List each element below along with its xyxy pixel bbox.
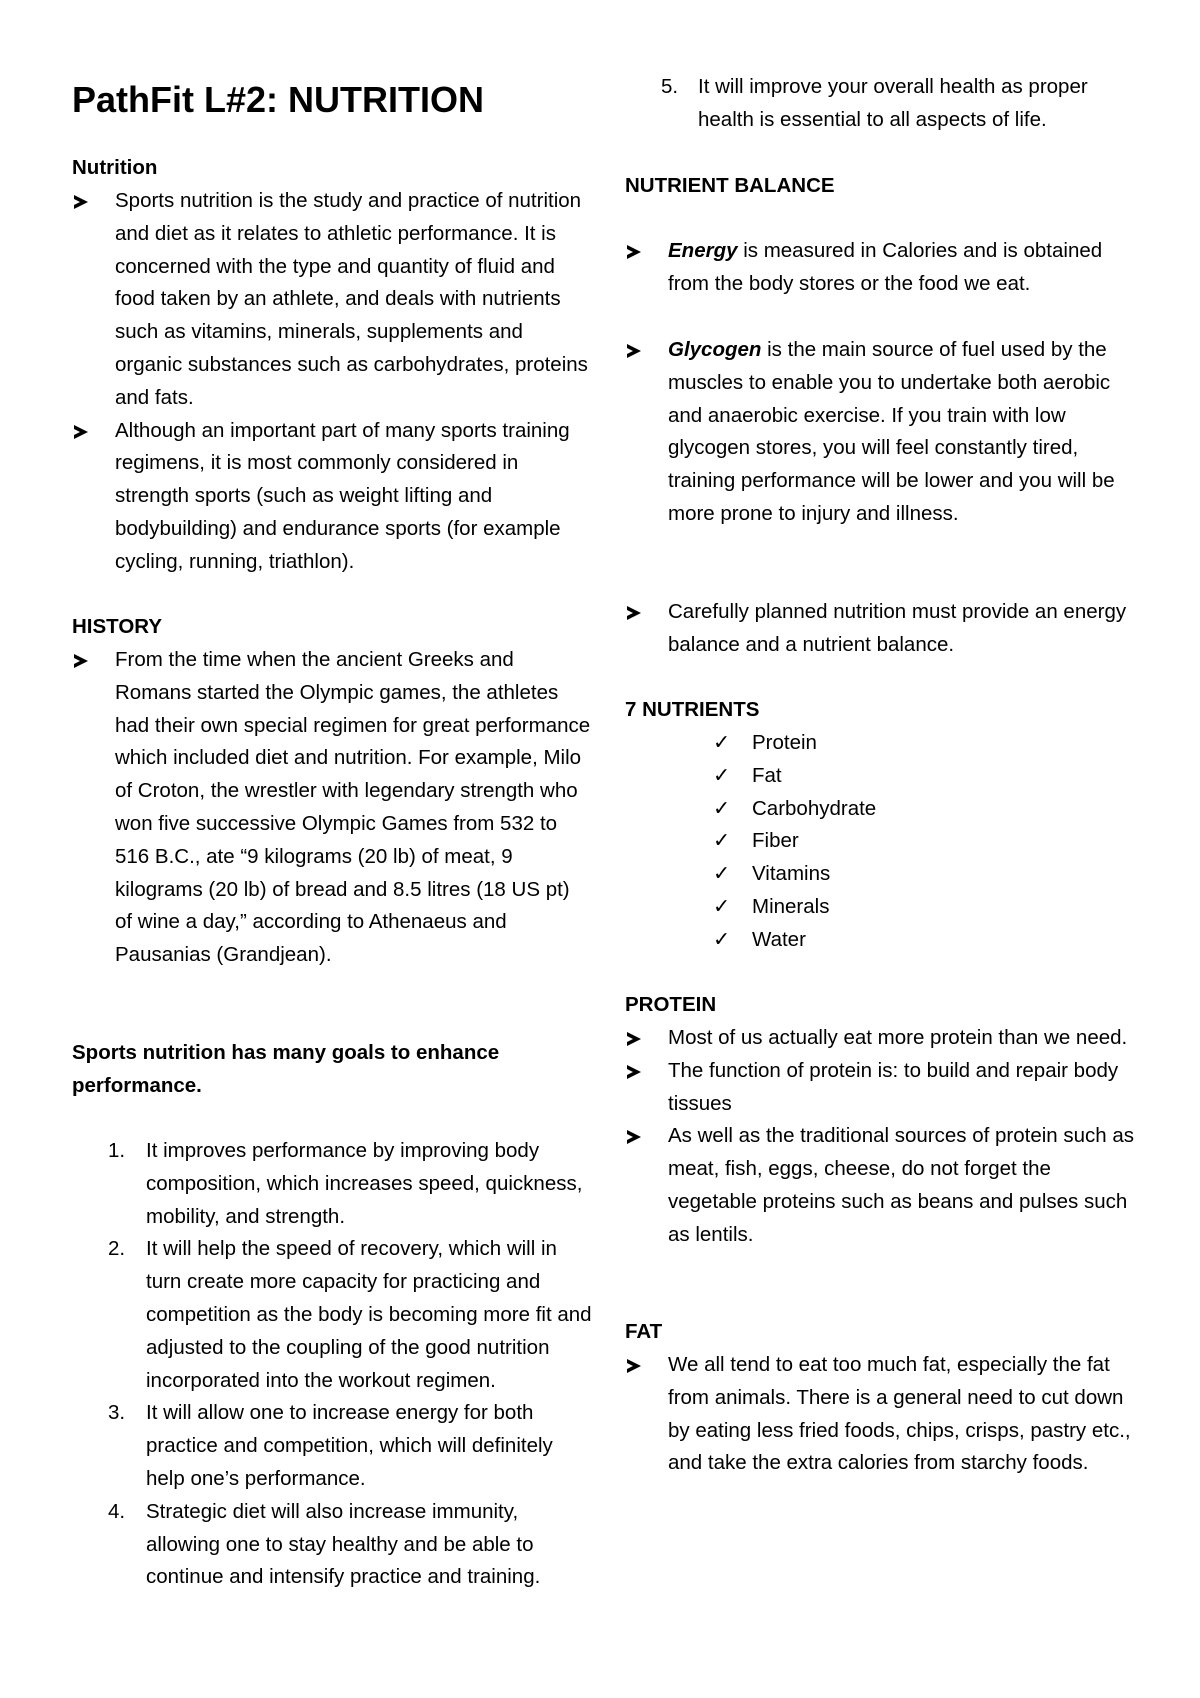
arrow-bullet-icon — [74, 185, 100, 218]
goal-text: It will help the speed of recovery, which will in turn create more capacity for practicing and competition as the body is becoming more fit and adjusted to the coupling of the good nutrition incorporated into the workout regimen. — [146, 1237, 592, 1392]
goal-item — [72, 1397, 592, 1495]
list-item-text: Most of us actually eat more protein than we need. — [668, 1026, 1128, 1049]
checklist-item-label: Minerals — [752, 894, 830, 918]
history-bullet-list — [72, 644, 592, 972]
checkmark-icon: ✓ — [713, 829, 731, 853]
protein-heading: PROTEIN — [625, 993, 717, 1016]
fat-bullet-list — [625, 1349, 1145, 1480]
checkmark-icon: ✓ — [713, 731, 731, 754]
goal-number: 1. — [108, 1139, 126, 1162]
goal-number: 4. — [108, 1499, 126, 1523]
glycogen-term: Glycogen — [668, 338, 762, 361]
list-item — [625, 1055, 1145, 1121]
goal-text: It will improve your overall health as proper health is essential to all aspects of life. — [698, 75, 1088, 131]
goals-list — [72, 1135, 592, 1594]
goal-text: It improves performance by improving body composition, which increases speed, quickness, mobility, and strength. — [146, 1139, 583, 1228]
list-item — [625, 235, 1145, 301]
list-item-text: is measured in Calories and is obtained from the body stores or the food we eat. — [668, 239, 1103, 295]
checklist-item — [625, 793, 1145, 826]
list-item — [625, 1022, 1145, 1055]
goal-text: It will allow one to increase energy for both practice and competition, which will definitely help one’s performance. — [146, 1401, 553, 1490]
goal-item — [72, 1233, 592, 1397]
goal-text: Strategic diet will also increase immunity, allowing one to stay healthy and be able to continue and intensify practice and training. — [146, 1499, 541, 1589]
page-title: PathFit L#2: NUTRITION — [72, 79, 484, 120]
list-item-text: Sports nutrition is the study and practice of nutrition and diet as it relates to athletic performance. It is concerned with the type and quantity of fluid and food taken by an athlete, and deals with nutrients such as vitamins, minerals, supplements and organic substances such as carbohydrates, proteins and fats. — [115, 189, 588, 409]
goal-item — [625, 71, 1145, 137]
list-item — [625, 1120, 1145, 1251]
protein-bullet-list — [625, 1022, 1145, 1252]
checklist-item — [625, 858, 1145, 891]
checkmark-icon: ✓ — [713, 894, 731, 918]
energy-bullet — [625, 235, 1145, 301]
nutrition-bullet-list — [72, 185, 592, 579]
history-heading: HISTORY — [72, 615, 162, 638]
arrow-bullet-icon — [627, 334, 653, 367]
list-item — [625, 334, 1145, 531]
checklist-item-label: Water — [752, 927, 806, 951]
list-item-text: From the time when the ancient Greeks and Romans started the Olympic games, the athletes had their own special regimen for great performance which included diet and nutrition. For example, Milo of Croton, the wrestler with legendary strength who won five successive Olympic Games from 532 to 516 B.C., ate “9 kilograms (20 lb) of meat, 9 kilograms (20 lb) of bread and 8.5 litres (18 US pt) of wine a day,” according to Athenaeus and Pausanias (Grandjean). — [115, 648, 591, 967]
arrow-bullet-icon — [627, 235, 653, 268]
nutrients-checklist — [625, 727, 1145, 957]
arrow-bullet-icon — [74, 644, 100, 677]
checklist-item — [625, 760, 1145, 793]
goal-item-5 — [625, 71, 1145, 137]
list-item-text: is the main source of fuel used by the muscles to enable you to undertake both aerobic and anaerobic exercise. If you train with low glycogen stores, you will feel constantly tired, training performance will be lower and you will be more prone to injury and illness. — [668, 338, 1115, 525]
list-item — [72, 185, 592, 415]
goal-number: 5. — [661, 75, 679, 98]
goal-number: 3. — [108, 1401, 126, 1425]
checkmark-icon: ✓ — [713, 862, 731, 886]
checklist-item-label: Carbohydrate — [752, 796, 877, 820]
checklist-item-label: Fat — [752, 763, 782, 787]
checklist-item — [625, 924, 1145, 957]
seven-nutrients-heading: 7 NUTRIENTS — [625, 698, 760, 721]
arrow-bullet-icon — [627, 1055, 653, 1088]
checklist-item — [625, 727, 1145, 760]
checkmark-icon: ✓ — [713, 927, 731, 951]
energy-term: Energy — [668, 239, 738, 262]
goal-item — [72, 1135, 592, 1233]
list-item-text: Although an important part of many sports training regimens, it is most commonly considered in strength sports (such as weight lifting and bodybuilding) and endurance sports (for example cycling, running, triathlon). — [115, 418, 570, 573]
glycogen-bullet — [625, 334, 1145, 531]
list-item — [625, 596, 1145, 662]
nutrient-balance-heading: NUTRIENT BALANCE — [625, 174, 835, 197]
list-item-text: The function of protein is: to build and repair body tissues — [668, 1058, 1119, 1115]
checklist-item — [625, 891, 1145, 924]
goal-number: 2. — [108, 1237, 126, 1261]
checklist-item-label: Vitamins — [752, 862, 831, 886]
arrow-bullet-icon — [627, 1120, 653, 1153]
checkmark-icon: ✓ — [713, 796, 731, 820]
checklist-item-label: Protein — [752, 731, 817, 754]
checklist-item — [625, 825, 1145, 858]
list-item — [72, 644, 592, 972]
list-item-text: As well as the traditional sources of protein such as meat, fish, eggs, cheese, do not forget the vegetable proteins such as beans and pulses such as lentils. — [668, 1124, 1135, 1246]
checkmark-icon: ✓ — [713, 763, 731, 787]
arrow-bullet-icon — [627, 596, 653, 629]
fat-heading: FAT — [625, 1320, 663, 1343]
goals-heading: Sports nutrition has many goals to enhance performance. — [72, 1041, 500, 1097]
list-item-text: We all tend to eat too much fat, especially the fat from animals. There is a general need to cut down by eating less fried foods, chips, crisps, pastry etc., and take the extra calories from starchy foods. — [668, 1353, 1131, 1475]
arrow-bullet-icon — [74, 415, 100, 448]
nutrition-heading: Nutrition — [72, 156, 158, 179]
list-item — [72, 415, 592, 579]
planned-nutrition-bullet — [625, 596, 1145, 662]
arrow-bullet-icon — [627, 1022, 653, 1055]
goal-item — [72, 1496, 592, 1594]
checklist-item-label: Fiber — [752, 829, 799, 853]
list-item — [625, 1349, 1145, 1480]
arrow-bullet-icon — [627, 1349, 653, 1382]
list-item-text: Carefully planned nutrition must provide an energy balance and a nutrient balance. — [668, 600, 1127, 656]
